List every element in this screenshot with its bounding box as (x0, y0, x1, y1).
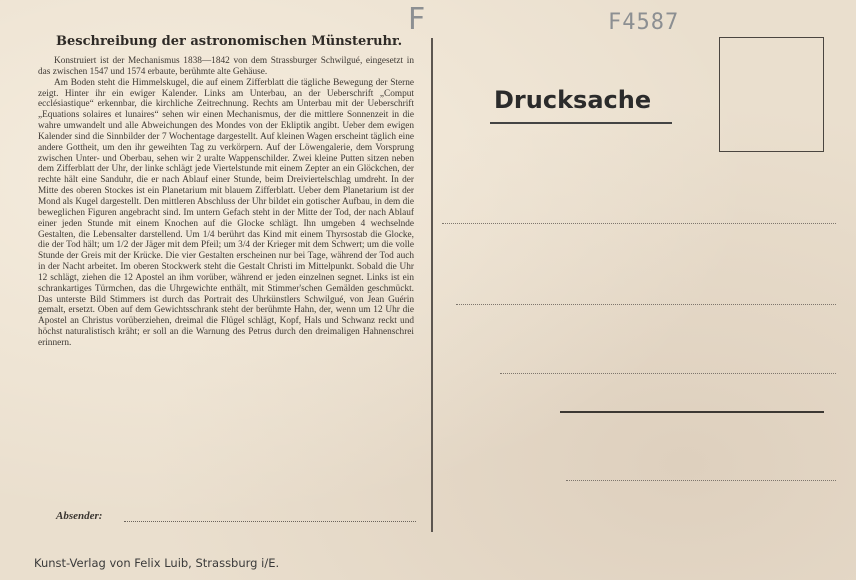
address-line (442, 223, 836, 224)
description-paragraph: Am Boden steht die Himmelskugel, die auf einem Zifferblatt die tägliche Bewegung der Sterne zeigt. Hinter ihr ein ewiger Kalender. Links am Unterbau, an der Ueberschrift „Comput ecclésiastique“ erkennbar, die kirchliche Zeitrechnung. Rechts am Unterbau mit der Ueberschrift „Equations solaires et lunaires“ sehen wir einen Mechanismus, der die mittlere Sonnenzeit in die wahre umwandelt und alle Abweichungen des Mondes von der Ekliptik angibt. Ueber dem ewigen Kalender sind die Sinnbilder der 7 Wochentage dargestellt. Auf kleinen Wagen erscheint täglich eine andere Gottheit, um den ihr geweihten Tag zu verkörpern. Auf der Löwengalerie, dem Vorsprung zwischen Unter- und Oberbau, sehen wir 2 uralte Wappenschilder. Zwei kleine Putten sitzen neben dem Zifferblatt der Uhr, der linke schlägt jede Viertelstunde mit einem Zepter an ein Glöckchen, der rechte hält eine Sanduhr, die er nach Ablauf einer Stunde, beim Dreiviertelschlag umdreht. In der Mitte des oberen Stockes ist ein Planetarium mit blauem Zifferblatt. Ueber dem Planetarium ist der Mond als Kugel dargestellt. Den mittleren Abschluss der Uhr bildet ein gotischer Aufbau, in dem die beweglichen Figuren angebracht sind. Im untern Gefach steht in der Mitte der Tod, der nach Ablauf einer jeden Stunde mit einem Knochen auf die Glocke schlägt. Ihn umgeben 4 wechselnde Gestalten, die Lebensalter darstellend. Um 1/4 berührt das Kind mit einem Thyrsostab die Glocke, die der Tod hält; um 1/2 der Jäger mit dem Pfeil; um 3/4 der Krieger mit dem Schwert; um die volle Stunde der Greis mit der Krücke. Die vier Gestalten erscheinen nur bei Tage, während der Tod auch in der Nacht arbeitet. Im oberen Stockwerk steht die Gestalt Christi im Mittelpunkt. Sobald die Uhr 12 schlägt, ziehen die 12 Apostel an ihm vorüber, während er jeden einzelnen segnet. Links ist ein schrankartiges Türmchen, das die Uhrgewichte enthält, mit Stimmer'schen Gemälden geschmückt. Das unterste Bild Stimmers ist durch das Portrait des Uhrkünstlers Schwilgué, von Jean Guérin gemalt, ersetzt. Oben auf dem Gewichtsschrank steht der berühmte Hahn, der, wenn um 12 Uhr die Apostel an Christus vorüberziehen, dreimal die Flügel schlägt, Kopf, Hals und Schwanz reckt und höchst naturalistisch kräht; er soll an die Warnung des Petrus durch den dreimaligen Hahnenschrei erinnern. (38, 77, 414, 348)
heading-underline (490, 122, 672, 124)
sender-label: Absender: (56, 510, 103, 522)
center-divider (431, 38, 433, 532)
handwritten-catalog-number: F4587 (608, 10, 680, 35)
description-title: Beschreibung der astronomischen Münsteruhr. (56, 34, 403, 49)
sender-line (124, 521, 416, 522)
description-text (38, 56, 414, 349)
address-line (566, 480, 836, 481)
handwritten-letter: F (408, 2, 426, 37)
stamp-box (719, 37, 824, 152)
description-paragraph: Konstruiert ist der Mechanismus 1838—1842 von dem Strassburger Schwilgué, eingesetzt in das zwischen 1547 und 1574 erbaute, berühmte alte Gehäuse. (38, 56, 414, 77)
address-rule (560, 411, 824, 413)
address-line (456, 304, 836, 305)
address-line (500, 373, 836, 374)
publisher-imprint: Kunst-Verlag von Felix Luib, Strassburg i/E. (34, 556, 280, 570)
drucksache-heading: Drucksache (494, 86, 652, 114)
